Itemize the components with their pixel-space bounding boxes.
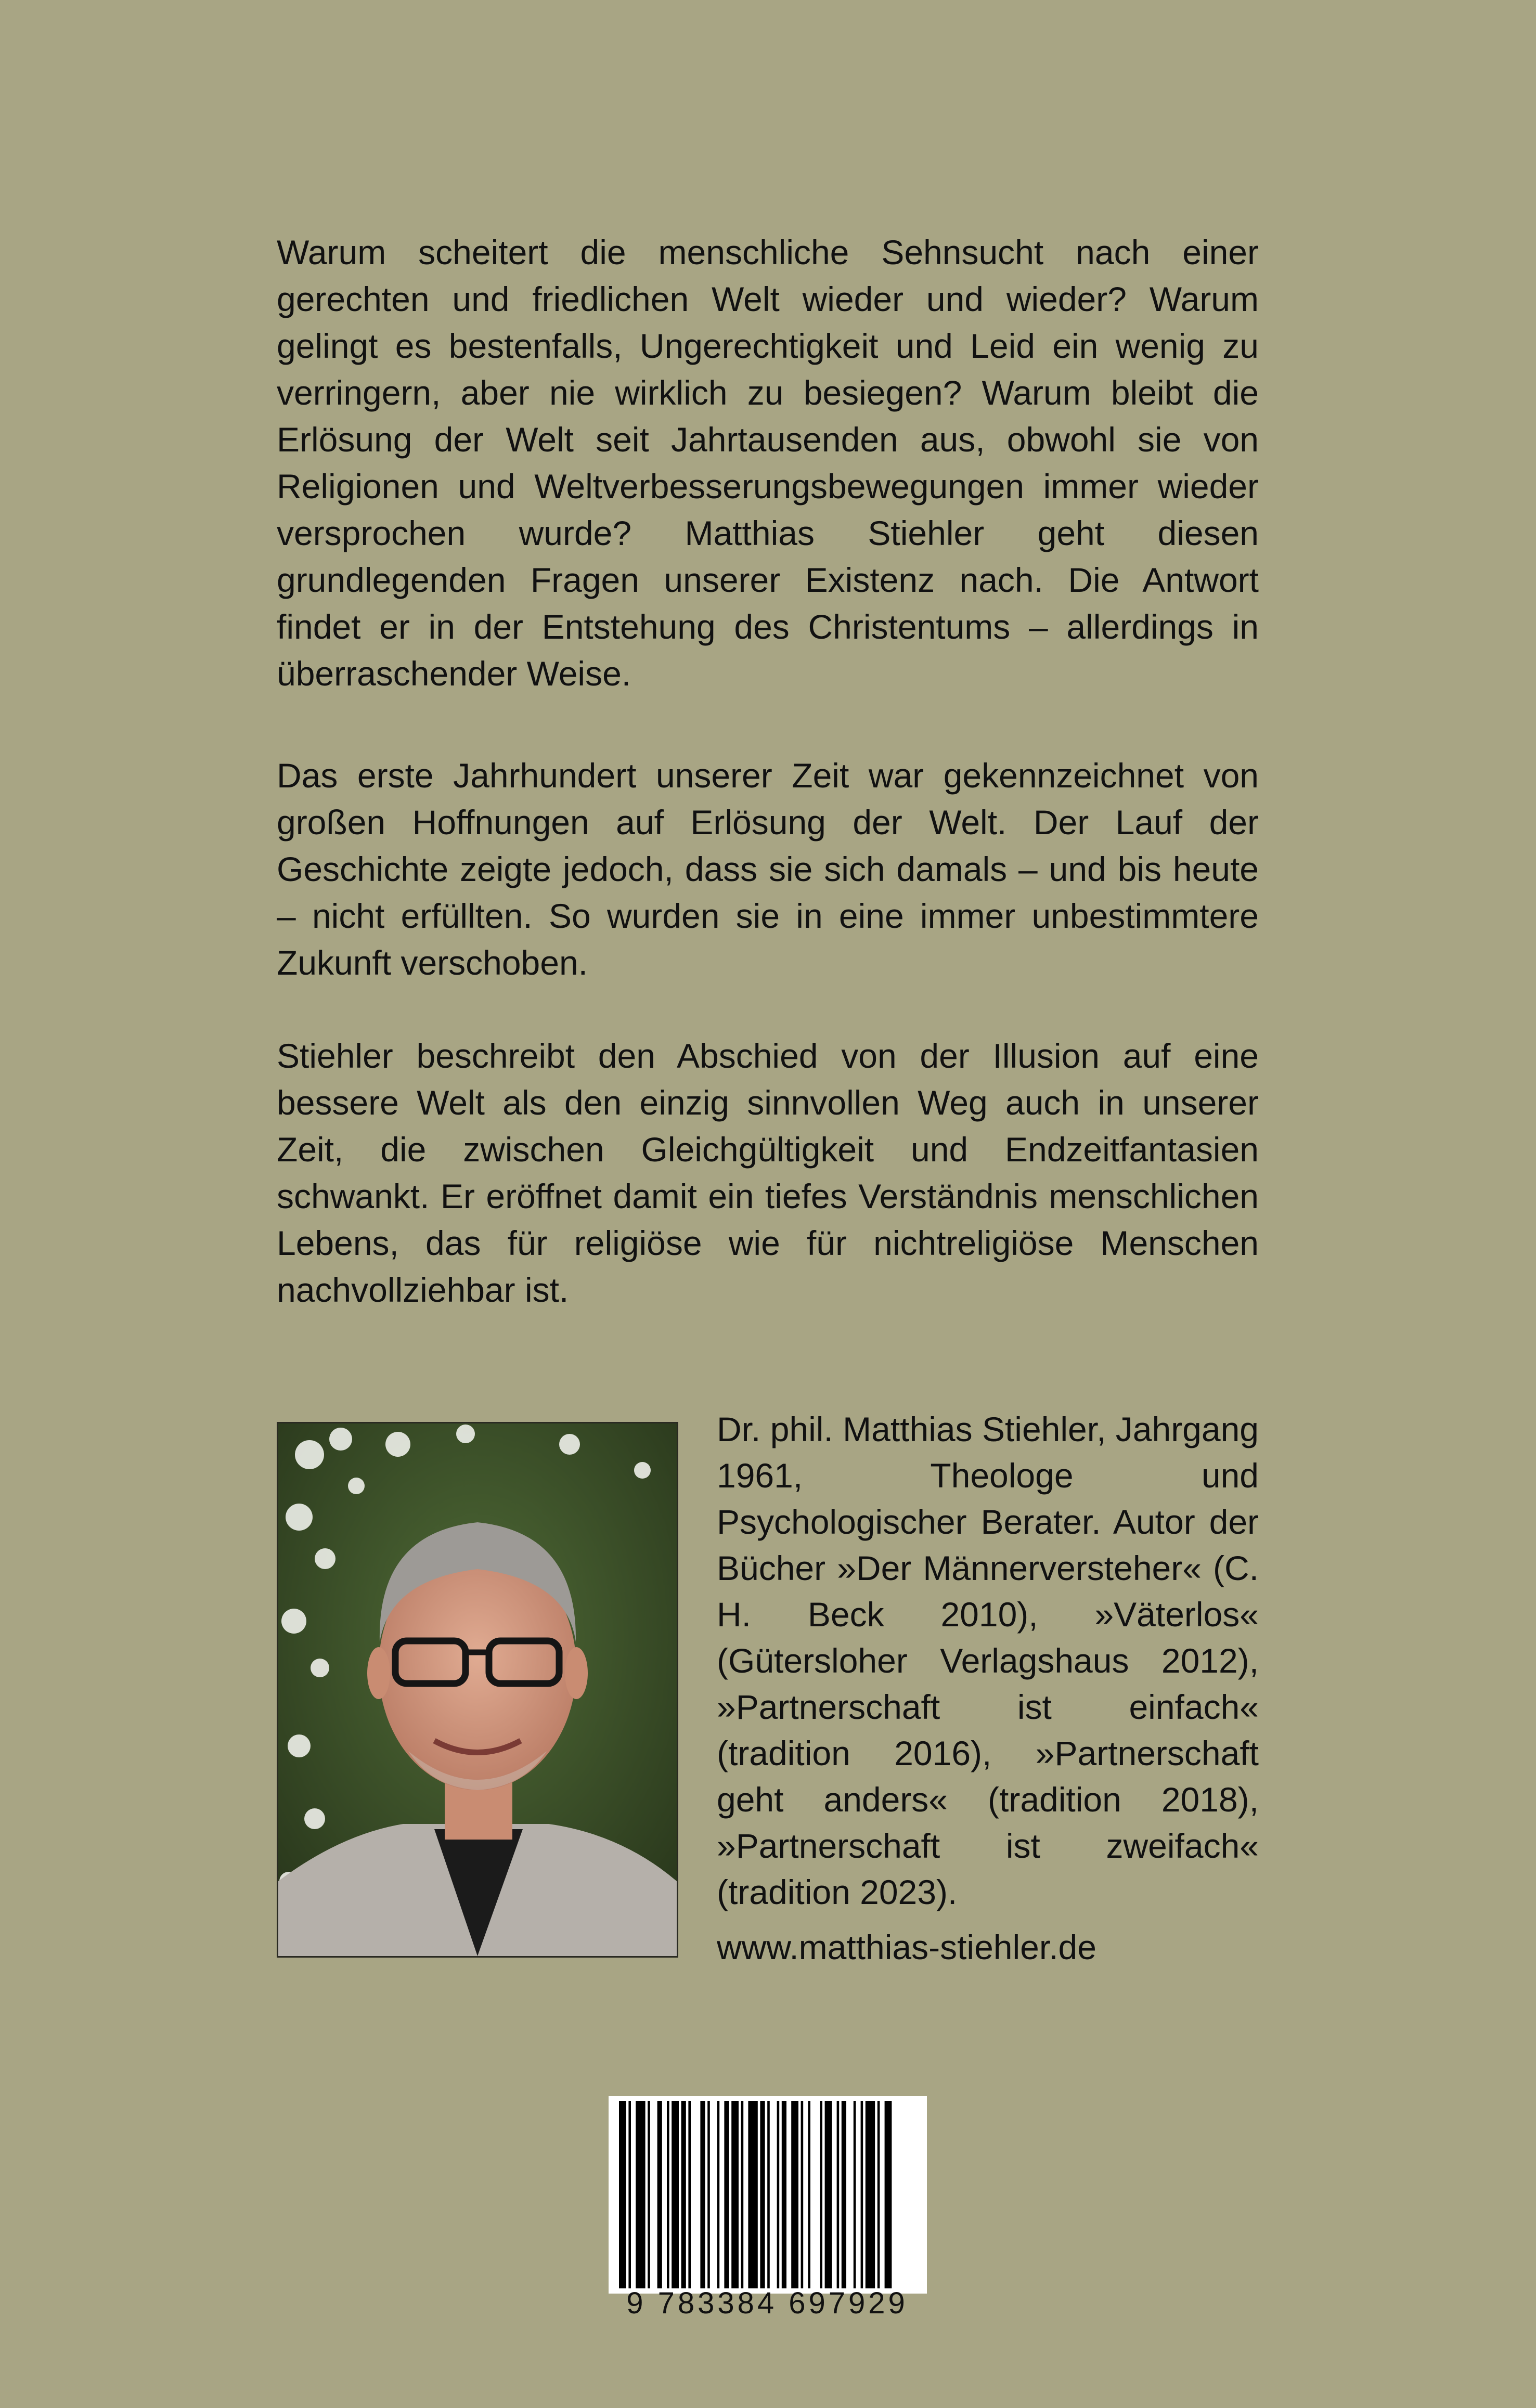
author-photo: [277, 1422, 678, 1958]
isbn-digits: 9 783384 697929: [626, 2286, 908, 2320]
author-bio: Dr. phil. Matthias Stiehler, Jahrgang 1961, Theologe und Psychologischer Berater. Autor der Bücher »Der Männerversteher« (C. H. Beck 2010), »Väterlos« (Gütersloher Verlagshaus 2012), »Partnerschaft ist einfach« (tradition 2016), »Partnerschaft geht anders« (tradition 2018), »Partnerschaft ist zweifach« (tradition 2023).: [717, 1410, 1259, 1911]
blurb-paragraph-3: Stiehler beschreibt den Abschied von der Illusion auf eine bessere Welt als den einzig sinnvollen Weg auch in unserer Zeit, die zwischen Gleichgültigkeit und Endzeitfantasien schwankt. Er eröffnet damit ein tiefes Verständnis menschlichen Lebens, das für religiöse wie für nichtreligiöse Menschen nachvollziehbar ist.: [277, 1037, 1259, 1309]
blurb-paragraph-2: Das erste Jahrhundert unserer Zeit war gekennzeichnet von großen Hoffnungen auf Erlösung der Welt. Der Lauf der Geschichte zeigte jedoch, dass sie sich damals – und bis heute – nicht erfüllten. So wurden sie in eine immer unbestimmtere Zukunft verschoben.: [277, 756, 1259, 982]
author-website: www.matthias-stiehler.de: [717, 1928, 1096, 1966]
blurb-paragraph-1: Warum scheitert die menschliche Sehnsucht nach einer gerechten und friedlichen Welt wieder und wieder? Warum gelingt es bestenfalls, Ungerechtigkeit und Leid ein wenig zu verringern, aber nie wirklich zu besiegen? Warum bleibt die Erlösung der Welt seit Jahrtausenden aus, obwohl sie von Religionen und Weltverbesserungsbewegungen immer wieder versprochen wurde? Matthias Stiehler geht diesen grundlegenden Fragen unserer Existenz nach. Die Antwort findet er in der Entstehung des Christentums – allerdings in überraschender Weise.: [277, 233, 1259, 693]
